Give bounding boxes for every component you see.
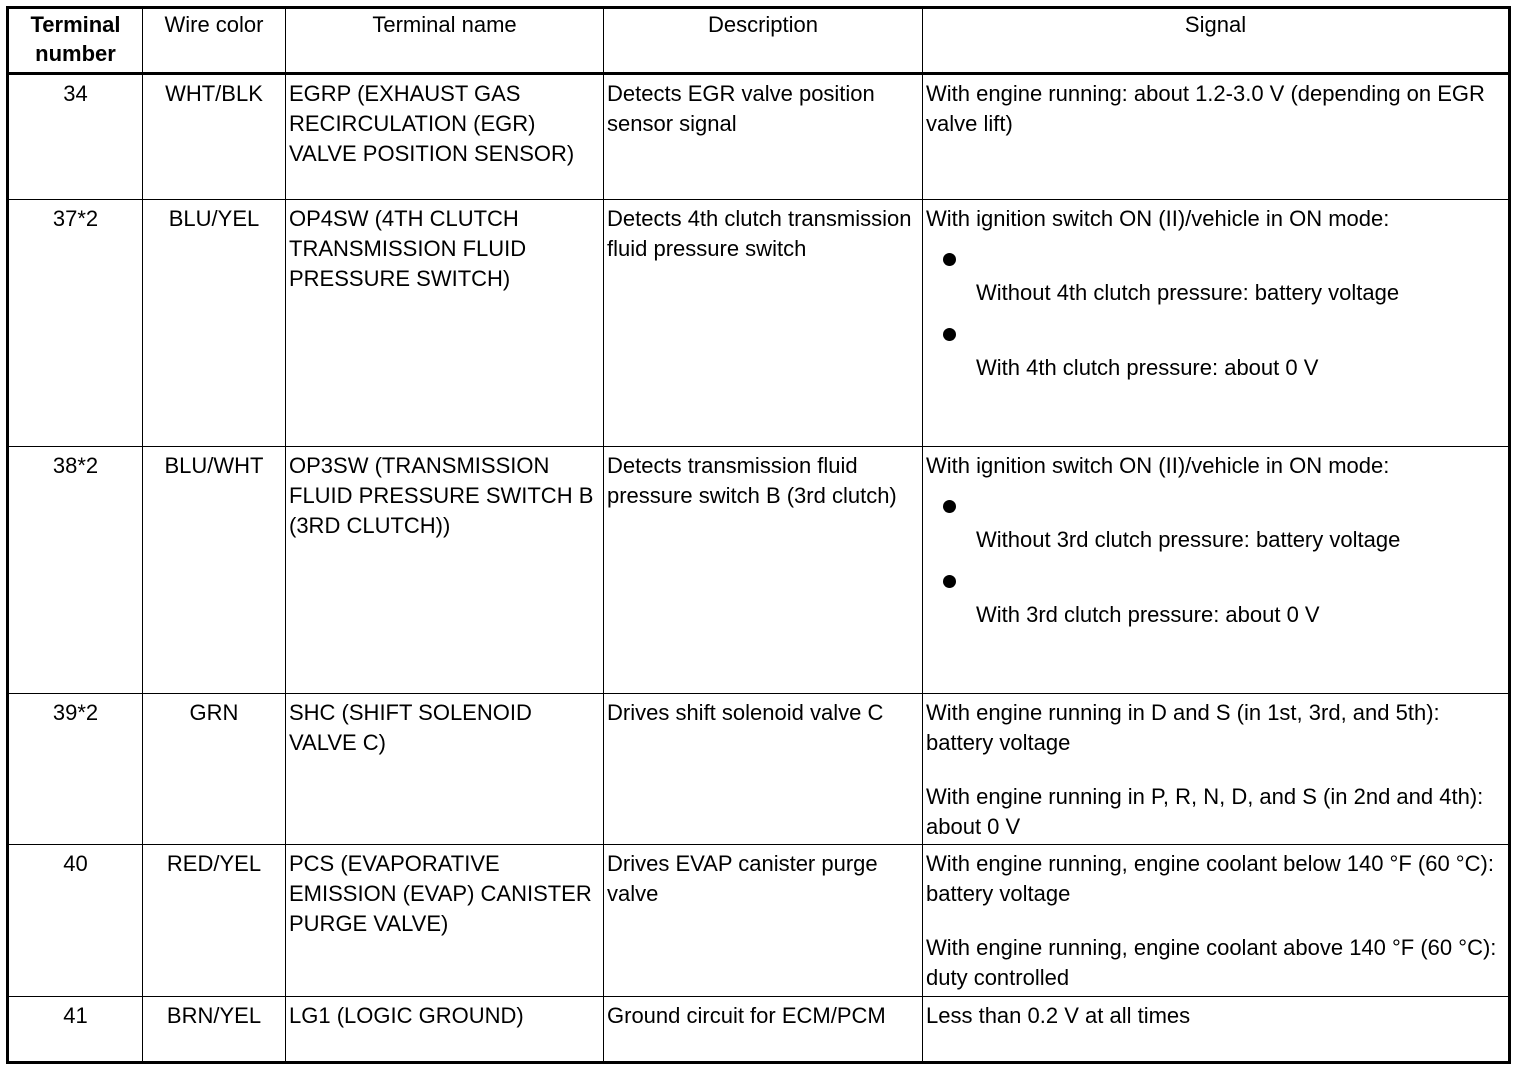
signal-text: With engine running in D and S (in 1st, 3rd, and 5th): battery voltage bbox=[926, 700, 1440, 755]
signal-cell bbox=[923, 694, 1510, 845]
description-cell: Detects transmission fluid pressure switch B (3rd clutch) bbox=[604, 447, 923, 694]
terminal-number-cell: 34 bbox=[8, 74, 143, 200]
signal-text: With engine running, engine coolant above 140 °F (60 °C): duty controlled bbox=[926, 935, 1497, 990]
signal-cell bbox=[923, 997, 1510, 1063]
signal-cell bbox=[923, 845, 1510, 997]
terminal-name-text: OP3SW (TRANSMISSION FLUID PRESSURE SWITCH B (3RD CLUTCH)) bbox=[289, 453, 594, 538]
header-signal: Signal bbox=[923, 8, 1510, 74]
wire-color-cell: BLU/WHT bbox=[143, 447, 286, 694]
terminal-name-cell: PCS (EVAPORATIVE EMISSION (EVAP) CANISTER PURGE VALVE) bbox=[286, 845, 604, 997]
table-header-row bbox=[8, 8, 1510, 74]
terminal-number-cell: 39*2 bbox=[8, 694, 143, 845]
signal-text: With engine running, engine coolant below 140 °F (60 °C): battery voltage bbox=[926, 851, 1494, 906]
description-cell: Ground circuit for ECM/PCM bbox=[604, 997, 923, 1063]
signal-text: With engine running in P, R, N, D, and S (in 2nd and 4th): about 0 V bbox=[926, 784, 1484, 839]
wire-color-cell: WHT/BLK bbox=[143, 74, 286, 200]
signal-text: With engine running: about 1.2-3.0 V (depending on EGR valve lift) bbox=[926, 81, 1485, 136]
terminal-name-cell: LG1 (LOGIC GROUND) bbox=[286, 997, 604, 1063]
terminal-name-cell: SHC (SHIFT SOLENOID VALVE C) bbox=[286, 694, 604, 845]
signal-bullet bbox=[926, 556, 1505, 631]
signal-cell bbox=[923, 200, 1510, 447]
signal-bullet bbox=[926, 309, 1505, 384]
signal-cell bbox=[923, 74, 1510, 200]
table-row bbox=[8, 997, 1510, 1063]
table-row bbox=[8, 694, 1510, 845]
signal-text: With ignition switch ON (II)/vehicle in ON mode: bbox=[926, 453, 1390, 478]
signal-bullet bbox=[926, 234, 1505, 309]
wire-color-cell: BLU/YEL bbox=[143, 200, 286, 447]
signal-cell bbox=[923, 447, 1510, 694]
description-cell: Detects 4th clutch transmission fluid pressure switch bbox=[604, 200, 923, 447]
wire-color-cell: GRN bbox=[143, 694, 286, 845]
terminal-name-cell: EGRP (EXHAUST GAS RECIRCULATION (EGR) VALVE POSITION SENSOR) bbox=[286, 74, 604, 200]
table-row bbox=[8, 845, 1510, 997]
terminal-name-cell: OP4SW (4TH CLUTCH TRANSMISSION FLUID PRESSURE SWITCH) bbox=[286, 200, 604, 447]
bullet-text: With 4th clutch pressure: about 0 V bbox=[976, 355, 1319, 380]
signal-text: Less than 0.2 V at all times bbox=[926, 1003, 1191, 1028]
terminal-number-cell: 38*2 bbox=[8, 447, 143, 694]
terminal-number-cell: 37*2 bbox=[8, 200, 143, 447]
description-cell: Drives EVAP canister purge valve bbox=[604, 845, 923, 997]
wire-color-cell: RED/YEL bbox=[143, 845, 286, 997]
bullet-text: Without 4th clutch pressure: battery voltage bbox=[976, 280, 1400, 305]
terminal-name-cell bbox=[286, 447, 604, 694]
description-cell: Drives shift solenoid valve C bbox=[604, 694, 923, 845]
header-wire-color: Wire color bbox=[143, 8, 286, 74]
bullet-icon bbox=[943, 253, 956, 266]
wire-color-cell: BRN/YEL bbox=[143, 997, 286, 1063]
bullet-text: With 3rd clutch pressure: about 0 V bbox=[976, 602, 1320, 627]
table-row bbox=[8, 200, 1510, 447]
terminal-table bbox=[6, 6, 1511, 1064]
header-terminal-name: Terminal name bbox=[286, 8, 604, 74]
bullet-icon bbox=[943, 575, 956, 588]
signal-text: With ignition switch ON (II)/vehicle in ON mode: bbox=[926, 206, 1390, 231]
table-row bbox=[8, 74, 1510, 200]
bullet-text: Without 3rd clutch pressure: battery voltage bbox=[976, 527, 1401, 552]
terminal-number-cell: 41 bbox=[8, 997, 143, 1063]
signal-bullet bbox=[926, 481, 1505, 556]
terminal-number-cell: 40 bbox=[8, 845, 143, 997]
table-row bbox=[8, 447, 1510, 694]
bullet-icon bbox=[943, 500, 956, 513]
header-description: Description bbox=[604, 8, 923, 74]
header-terminal-number: Terminal number bbox=[8, 8, 143, 74]
description-cell: Detects EGR valve position sensor signal bbox=[604, 74, 923, 200]
bullet-icon bbox=[943, 328, 956, 341]
